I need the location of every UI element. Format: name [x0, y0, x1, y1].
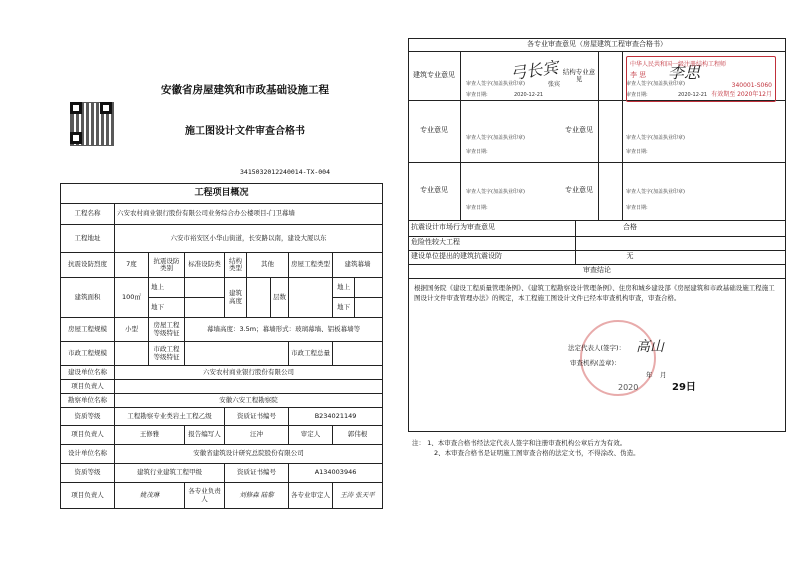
- owner-lead-label: 项目负责人: [61, 380, 115, 394]
- arch-signer-name: 张宾: [548, 81, 561, 88]
- rep-signature: 高山: [636, 339, 664, 355]
- arch-opinion-label: 建筑专业意见: [413, 71, 455, 80]
- spec-signer-label-4: 审查人签字(加盖执业印章): [626, 189, 685, 195]
- muni-total-label: 市政工程总量: [289, 342, 333, 366]
- grade-value: 幕墙高度：3.5m；幕墙形式：玻璃幕墙、铝板幕墙等: [185, 318, 383, 342]
- date-day-unit: 月: [660, 371, 667, 379]
- spec-date-label-3: 审查日期:: [466, 205, 488, 211]
- arch-signer-label: 审查人签字(加盖执业印章): [466, 81, 525, 87]
- muni-grade-label: 市政工程等级特征: [149, 342, 185, 366]
- survey-label: 勘察单位名称: [61, 394, 115, 408]
- project-name-value: 六安农村商业银行股份有限公司业务综合办公楼项目-门卫幕墙: [115, 204, 383, 225]
- certificate-title: 安徽省房屋建筑和市政基础设施工程: [161, 84, 329, 96]
- survey-reviewer-value: 郭伟根: [333, 426, 383, 445]
- date-month-unit: 年: [646, 371, 653, 379]
- survey-reviewer-label: 审定人: [289, 426, 333, 445]
- certificate-subtitle: 施工图设计文件审查合格书: [185, 126, 305, 137]
- design-qual-value: 建筑行业建筑工程甲级: [115, 464, 225, 483]
- date-year: 2020: [618, 383, 639, 392]
- qr-finder: [100, 102, 112, 114]
- conclusion-text: 根据国务院《建设工程质量管理条例》、《建筑工程勘察设计管理条例》、住房和城乡建设部《房屋建筑和市政基础设施工程施工图设计文件审查管理办法》的规定，本工程施工图设计文件已经本审查机构审查，审查合格。: [414, 284, 775, 303]
- stamp-number: 340001-S060: [731, 82, 772, 89]
- survey-lead-label: 项目负责人: [61, 426, 115, 445]
- struct-date: 2020-12-21: [678, 92, 708, 98]
- seismic-cat-value: 标准设防类: [185, 253, 225, 278]
- survey-writer-value: 汪冲: [225, 426, 289, 445]
- review-header: 各专业审查意见（房屋建筑工程审查合格书）: [408, 38, 786, 52]
- design-spec-label: 各专业负责人: [185, 483, 225, 509]
- document-number: 3415032012240014-TX-004: [240, 168, 331, 176]
- struct-signature: 李思: [668, 63, 701, 82]
- grade-label: 房屋工程等级特征: [149, 318, 185, 342]
- design-lead-label: 项目负责人: [61, 483, 115, 509]
- survey-writer-label: 报告编写人: [185, 426, 225, 445]
- design-spec-review-label: 各专业审定人: [289, 483, 333, 509]
- divider: [460, 52, 461, 220]
- spec-signer-label-1: 审查人签字(加盖执业印章): [466, 135, 525, 141]
- project-name-label: 工程名称: [61, 204, 115, 225]
- q2-label: 危险性较大工程: [411, 238, 460, 247]
- arch-date: 2020-12-21: [514, 92, 544, 98]
- survey-cert-value: B234021149: [289, 408, 383, 426]
- note-1: 注： 1、本审查合格书经法定代表人签字和注册审查机构公章后方为有效。: [412, 439, 627, 447]
- project-overview-table: [60, 183, 383, 509]
- design-spec-review-value: 王涛 张天平: [333, 483, 383, 509]
- spec-signer-label-3: 审查人签字(加盖执业印章): [466, 189, 525, 195]
- seismic-cat-label: 抗震设防类别: [149, 253, 185, 278]
- survey-lead-value: 王修雅: [115, 426, 185, 445]
- muni-scale-label: 市政工程规模: [61, 342, 115, 366]
- area-value: 100㎡: [115, 278, 149, 318]
- design-cert-value: A134003946: [289, 464, 383, 483]
- q3-label: 建设单位提出的建筑抗震设防: [411, 252, 502, 261]
- design-label: 设计单位名称: [61, 445, 115, 464]
- stamp-validity: 有效期至 2020年12月: [711, 91, 772, 98]
- qr-finder: [70, 102, 82, 114]
- arch-date-label: 审查日期:: [466, 92, 488, 98]
- divider: [408, 278, 786, 279]
- survey-qual-label: 资质等级: [61, 408, 115, 426]
- spec-signer-label-2: 审查人签字(加盖执业印章): [626, 135, 685, 141]
- note-2: 2、本审查合格书是证明施工图审查合格的法定文书，不得涂改、伪造。: [434, 449, 640, 457]
- spec-opinion-label-4: 专业意见: [565, 186, 593, 195]
- struct-signer-label: 审查人签字(加盖执业印章): [626, 81, 685, 87]
- struct-opinion-label: 结构专业意见: [562, 67, 596, 83]
- structure-value: 其他: [247, 253, 289, 278]
- design-qual-label: 资质等级: [61, 464, 115, 483]
- address-value: 六安市裕安区小华山街道，长安路以南，建设大厦以东: [115, 225, 383, 253]
- arch-signature: 弓长宾: [509, 57, 560, 84]
- engineer-stamp: [626, 56, 776, 102]
- date-day: 29日: [672, 382, 696, 393]
- above-label: 地上: [149, 278, 185, 298]
- conclusion-label: 审查结论: [583, 266, 611, 275]
- qr-finder: [70, 132, 82, 144]
- divider: [598, 52, 599, 220]
- spec-date-label-2: 审查日期:: [626, 149, 648, 155]
- q3-value: 无: [626, 252, 634, 261]
- survey-value: 安徽六安工程勘察院: [115, 394, 383, 408]
- design-lead-value: 姚茂琳: [115, 483, 185, 509]
- stamp-title: 中华人民共和国一级注册结构工程师: [630, 61, 727, 68]
- scale-value: 小型: [115, 318, 149, 342]
- owner-value: 六安农村商业银行股份有限公司: [115, 366, 383, 380]
- divider: [575, 220, 576, 264]
- floors-below-label: 地下: [333, 298, 355, 318]
- overview-title: 工程项目概况: [61, 184, 383, 204]
- q1-value: 合格: [623, 223, 637, 232]
- divider: [622, 52, 623, 220]
- spec-opinion-label-3: 专业意见: [420, 186, 448, 195]
- scale-label: 房屋工程规模: [61, 318, 115, 342]
- struct-date-label: 审查日期:: [626, 92, 648, 98]
- design-cert-label: 资质证书编号: [225, 464, 289, 483]
- spec-date-label-1: 审查日期:: [466, 149, 488, 155]
- seismic-value: 7度: [115, 253, 149, 278]
- stamp-name: 李 思: [630, 71, 647, 79]
- floors-above-label: 地上: [333, 278, 355, 298]
- divider: [408, 236, 786, 237]
- design-spec-value: 刘修森 陆黎: [225, 483, 289, 509]
- build-type-label: 房屋工程类型: [289, 253, 333, 278]
- height-label: 建筑高度: [225, 278, 247, 318]
- spec-date-label-4: 审查日期:: [626, 205, 648, 211]
- org-label: 审查机构(盖章)：: [570, 359, 621, 367]
- area-label: 建筑面积: [61, 278, 115, 318]
- survey-cert-label: 资质证书编号: [225, 408, 289, 426]
- spec-opinion-label-2: 专业意见: [565, 126, 593, 135]
- design-value: 安徽省建筑设计研究总院股份有限公司: [115, 445, 383, 464]
- rep-label: 法定代表人(签字)：: [568, 344, 626, 352]
- below-label: 地下: [149, 298, 185, 318]
- owner-label: 建设单位名称: [61, 366, 115, 380]
- build-type-value: 建筑幕墙: [333, 253, 383, 278]
- structure-label: 结构类型: [225, 253, 247, 278]
- spec-opinion-label-1: 专业意见: [420, 126, 448, 135]
- seismic-label: 抗震设防烈度: [61, 253, 115, 278]
- address-label: 工程地址: [61, 225, 115, 253]
- survey-qual-value: 工程勘察专业类岩土工程乙级: [115, 408, 225, 426]
- floors-label: 层数: [271, 278, 289, 318]
- q1-label: 抗震设计市场行为审查意见: [411, 223, 495, 232]
